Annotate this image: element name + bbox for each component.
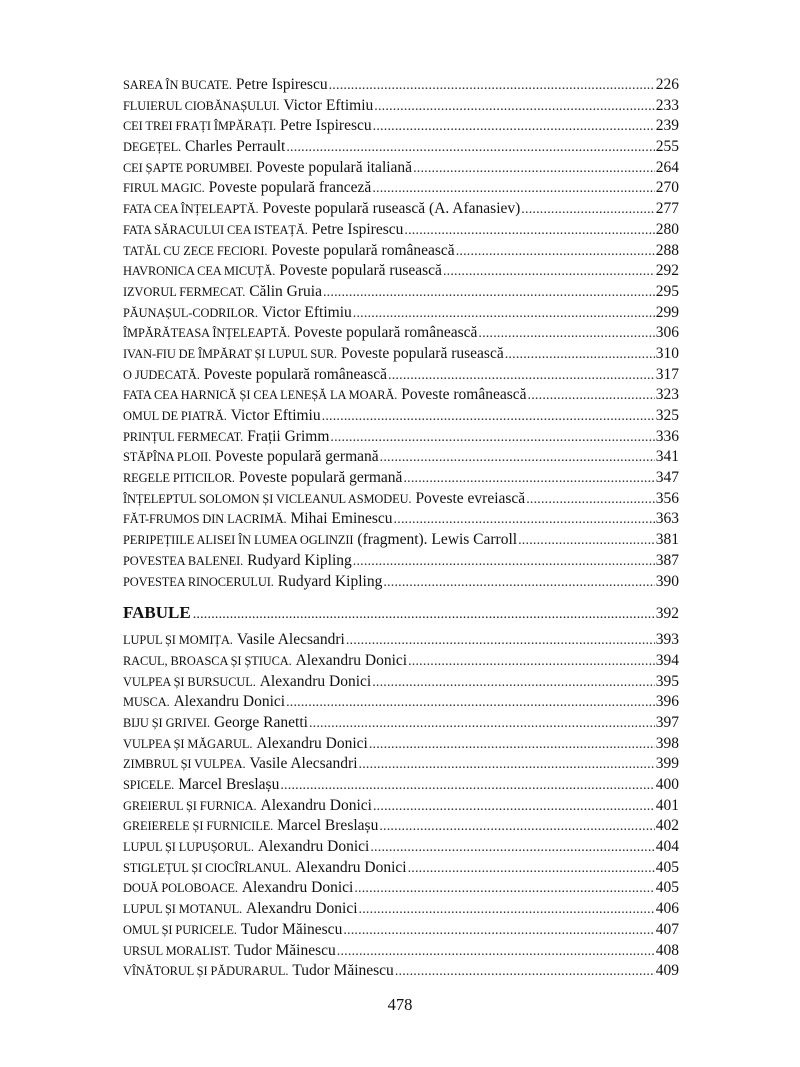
entry-title: VÎNĂTORUL ȘI PĂDURARUL.: [123, 964, 289, 979]
toc-entry: [123, 242, 679, 263]
toc-entry: [123, 200, 679, 221]
entry-author: Marcel Breslașu: [178, 776, 280, 793]
entry-page-number: 405: [655, 879, 679, 897]
page-number-footer: 478: [387, 995, 413, 1014]
toc-entry: [123, 179, 679, 200]
dot-leader: [370, 840, 654, 856]
entry-author: Petre Ispirescu: [279, 117, 372, 135]
entry-title: POVESTEA BALENEI.: [123, 553, 244, 568]
dot-leader: [456, 244, 655, 260]
dot-leader: [395, 964, 655, 980]
dot-leader: [353, 306, 655, 322]
entry-title: DOUĂ POLOBOACE.: [123, 881, 238, 896]
entry-title: VULPEA ȘI MĂGARUL.: [123, 736, 253, 751]
toc-entry: [123, 552, 679, 573]
entry-title: FATA CEA ÎNȚELEAPTĂ.: [123, 202, 259, 217]
entry-author: Poveste populară rusească: [341, 344, 504, 362]
entry-page-number: 396: [655, 693, 679, 711]
entry-page-number: 226: [655, 76, 679, 93]
toc-list: [123, 76, 679, 593]
entry-title: ZIMBRUL ȘI VULPEA.: [123, 757, 246, 772]
entry-title: CEI ȘAPTE PORUMBEI.: [123, 160, 253, 175]
dot-leader: [478, 326, 654, 342]
toc-entry: [123, 407, 679, 428]
entry-title: MUSCA.: [123, 695, 170, 710]
entry-page-number: 363: [655, 510, 679, 528]
entry-title: FATA CEA HARNICĂ ȘI CEA LENEȘĂ LA MOARĂ.: [123, 388, 398, 403]
entry-author: Tudor Măinescu: [234, 941, 336, 959]
toc-entry: [123, 817, 679, 838]
toc-entry: [123, 531, 679, 552]
entry-title: BIJU ȘI GRIVEI.: [123, 715, 210, 730]
entry-author: Poveste populară franceză: [208, 179, 372, 197]
entry-title: CEI TREI FRAȚI ÎMPĂRAȚI.: [123, 119, 276, 134]
toc-entry: [123, 117, 679, 138]
entry-page-number: 295: [655, 282, 679, 300]
entry-author: Victor Eftimiu: [283, 96, 374, 114]
toc-entry: [123, 962, 679, 983]
entry-author: Mihai Eminescu: [290, 510, 393, 528]
entry-page-number: 399: [655, 755, 679, 773]
entry-page-number: 341: [655, 448, 679, 466]
dot-leader: [443, 264, 655, 280]
entry-title: REGELE PITICILOR.: [123, 471, 235, 486]
dot-leader: [309, 716, 655, 732]
entry-author: Alexandru Donici: [295, 651, 408, 669]
entry-author: Alexandru Donici: [295, 858, 407, 876]
entry-title: PĂUNAȘUL-CODRILOR.: [123, 305, 258, 320]
toc-entry: [123, 900, 679, 921]
entry-title: LUPUL ȘI MOMIȚA.: [123, 633, 233, 648]
section-heading: [123, 603, 679, 625]
entry-title: ÎMPĂRĂTEASA ÎNȚELEAPTĂ.: [123, 326, 291, 341]
entry-page-number: 395: [655, 672, 679, 690]
dot-leader: [346, 633, 655, 649]
entry-title: TATĂL CU ZECE FECIORI.: [123, 243, 268, 258]
entry-page-number: 402: [655, 817, 679, 835]
entry-title: PERIPEȚIILE ALISEI ÎN LUMEA OGLINZII: [123, 533, 354, 548]
toc-entry: [123, 673, 679, 694]
entry-author: Rudyard Kipling: [247, 551, 352, 569]
dot-leader: [394, 512, 655, 528]
entry-author: (fragment). Lewis Carroll: [357, 531, 518, 549]
toc-entry: [123, 76, 679, 97]
entry-title: LUPUL ȘI MOTANUL.: [123, 902, 243, 917]
toc-entry: [123, 631, 679, 652]
entry-title: VULPEA ȘI BURSUCUL.: [123, 674, 256, 689]
toc-entry: [123, 262, 679, 283]
table-of-contents: [123, 76, 679, 983]
toc-entry: [123, 324, 679, 345]
toc-entry: [123, 428, 679, 449]
toc-entry: [123, 797, 679, 818]
toc-entry: [123, 921, 679, 942]
toc-list: [123, 631, 679, 983]
dot-leader: [380, 450, 655, 466]
dot-leader: [505, 347, 655, 363]
entry-author: Poveste populară românească: [203, 365, 388, 383]
entry-page-number: 323: [655, 386, 679, 404]
toc-entry: [123, 693, 679, 714]
entry-title: FATA SĂRACULUI CEA ISTEAȚĂ.: [123, 222, 308, 237]
dot-leader: [359, 902, 655, 918]
dot-leader: [330, 430, 654, 446]
section-page-number: 392: [655, 605, 679, 623]
entry-author: Poveste populară românească: [294, 324, 478, 342]
entry-page-number: 264: [655, 158, 679, 176]
toc-entry: [123, 366, 679, 387]
entry-author: George Ranetti: [213, 713, 308, 731]
toc-entry: [123, 304, 679, 325]
toc-entry: [123, 879, 679, 900]
entry-title: ÎNȚELEPTUL SOLOMON ȘI VICLEANUL ASMODEU.: [123, 491, 412, 506]
toc-entry: [123, 942, 679, 963]
entry-page-number: 317: [655, 365, 679, 383]
entry-author: Alexandru Donici: [246, 900, 358, 918]
entry-title: SAREA ÎN BUCATE.: [123, 78, 232, 92]
entry-page-number: 406: [655, 900, 679, 918]
entry-page-number: 299: [655, 303, 679, 321]
dot-leader: [286, 695, 655, 711]
dot-leader: [528, 388, 655, 404]
entry-page-number: 325: [655, 407, 679, 424]
dot-leader: [373, 799, 655, 815]
entry-title: DEGEȚEL.: [123, 140, 182, 155]
entry-title: IZVORUL FERMECAT.: [123, 284, 246, 299]
entry-page-number: 347: [655, 469, 679, 487]
toc-entry: [123, 490, 679, 511]
entry-title: FIRUL MAGIC.: [123, 181, 205, 196]
entry-title: O JUDECATĂ.: [123, 367, 200, 382]
entry-page-number: 390: [655, 572, 679, 590]
entry-page-number: 356: [655, 489, 679, 507]
toc-entry: [123, 448, 679, 469]
toc-entry: [123, 714, 679, 735]
entry-page-number: 401: [655, 796, 679, 814]
entry-author: Alexandru Donici: [260, 796, 372, 814]
entry-title: SPICELE.: [123, 778, 175, 792]
entry-author: Tudor Măinescu: [240, 920, 343, 938]
entry-author: Frații Grimm: [247, 427, 330, 445]
dot-leader: [359, 757, 655, 773]
dot-leader: [322, 409, 655, 425]
entry-author: Poveste românească: [401, 386, 527, 404]
entry-title: FLUIERUL CIOBĂNAȘULUI.: [123, 98, 280, 113]
entry-page-number: 408: [655, 941, 679, 959]
entry-page-number: 310: [655, 344, 679, 362]
entry-page-number: 398: [655, 734, 679, 752]
toc-entry: [123, 755, 679, 776]
entry-author: Alexandru Donici: [256, 734, 368, 752]
entry-page-number: 407: [655, 920, 679, 938]
entry-page-number: 239: [655, 117, 679, 135]
toc-entry: [123, 97, 679, 118]
entry-author: Petre Ispirescu: [311, 220, 404, 238]
toc-entry: [123, 776, 679, 797]
entry-page-number: 409: [655, 962, 679, 980]
entry-page-number: 233: [655, 96, 679, 114]
entry-author: Petre Ispirescu: [235, 76, 328, 93]
dot-leader: [323, 285, 655, 301]
entry-page-number: 306: [655, 324, 679, 342]
entry-title: LUPUL ȘI LUPUȘORUL.: [123, 840, 254, 855]
entry-title: PRINȚUL FERMECAT.: [123, 429, 244, 444]
entry-title: IVAN-FIU DE ÎMPĂRAT ȘI LUPUL SUR.: [123, 346, 338, 361]
dot-leader: [286, 140, 654, 156]
toc-entry: [123, 573, 679, 594]
dot-leader: [403, 471, 654, 487]
entry-author: Rudyard Kipling: [277, 572, 383, 590]
dot-leader: [521, 202, 654, 218]
entry-title: FĂT-FRUMOS DIN LACRIMĂ.: [123, 512, 287, 527]
entry-author: Poveste populară germană: [215, 448, 379, 466]
entry-author: Poveste populară rusească (A. Afanasiev): [262, 200, 521, 218]
dot-leader: [337, 944, 655, 960]
dot-leader: [343, 923, 654, 939]
entry-page-number: 292: [655, 262, 679, 280]
entry-page-number: 280: [655, 220, 679, 238]
entry-page-number: 387: [655, 551, 679, 569]
dot-leader: [372, 181, 654, 197]
dot-leader: [526, 492, 655, 508]
entry-page-number: 288: [655, 241, 679, 259]
dot-leader: [408, 861, 655, 877]
dot-leader: [408, 654, 655, 670]
dot-leader: [404, 223, 654, 239]
entry-author: Poveste populară românească: [271, 241, 455, 259]
dot-leader: [379, 819, 654, 835]
entry-page-number: 405: [655, 858, 679, 876]
entry-author: Alexandru Donici: [173, 693, 286, 711]
toc-entry: [123, 345, 679, 366]
dot-leader: [193, 607, 654, 623]
entry-page-number: 277: [655, 200, 679, 218]
entry-page-number: 393: [655, 631, 679, 649]
entry-author: Alexandru Donici: [257, 838, 370, 856]
entry-title: HAVRONICA CEA MICUȚĂ.: [123, 264, 276, 279]
dot-leader: [353, 554, 655, 570]
toc-entry: [123, 510, 679, 531]
entry-author: Călin Gruia: [249, 282, 322, 300]
entry-author: Victor Eftimiu: [261, 303, 352, 321]
dot-leader: [354, 881, 654, 897]
entry-author: Alexandru Donici: [241, 879, 354, 897]
entry-author: Poveste evreiască: [415, 489, 526, 507]
dot-leader: [372, 675, 655, 691]
entry-author: Tudor Măinescu: [292, 962, 394, 980]
entry-author: Poveste populară germană: [238, 469, 403, 487]
entry-page-number: 397: [655, 713, 679, 731]
entry-author: Poveste populară italiană: [256, 158, 413, 176]
entry-author: Vasile Alecsandri: [249, 755, 358, 773]
entry-page-number: 255: [655, 138, 679, 156]
entry-page-number: 400: [655, 776, 679, 793]
dot-leader: [383, 575, 654, 591]
entry-title: GREIERELE ȘI FURNICILE.: [123, 819, 274, 834]
dot-leader: [374, 99, 654, 115]
dot-leader: [388, 368, 655, 384]
entry-title: OMUL ȘI PURICELE.: [123, 922, 237, 937]
toc-entry: [123, 652, 679, 673]
toc-entry: [123, 138, 679, 159]
entry-title: STĂPÎNA PLOII.: [123, 450, 212, 465]
section-title: FABULE: [123, 603, 191, 623]
dot-leader: [329, 78, 655, 94]
dot-leader: [280, 778, 654, 794]
dot-leader: [373, 119, 655, 135]
toc-entry: [123, 386, 679, 407]
entry-author: Victor Eftimiu: [230, 407, 321, 424]
dot-leader: [369, 737, 655, 753]
toc-entry: [123, 859, 679, 880]
entry-title: OMUL DE PIATRĂ.: [123, 409, 227, 423]
entry-title: POVESTEA RINOCERULUI.: [123, 574, 274, 589]
entry-page-number: 336: [655, 427, 679, 445]
toc-entry: [123, 838, 679, 859]
toc-entry: [123, 159, 679, 180]
entry-page-number: 270: [655, 179, 679, 197]
toc-entry: [123, 221, 679, 242]
entry-title: URSUL MORALIST.: [123, 943, 231, 958]
toc-entry: [123, 469, 679, 490]
dot-leader: [413, 161, 655, 177]
entry-title: RACUL, BROASCA ȘI ȘTIUCA.: [123, 653, 292, 668]
entry-author: Charles Perrault: [185, 138, 286, 156]
entry-author: Marcel Breslașu: [277, 817, 379, 835]
entry-title: GREIERUL ȘI FURNICA.: [123, 798, 257, 813]
toc-entry: [123, 283, 679, 304]
entry-title: STIGLEȚUL ȘI CIOCÎRLANUL.: [123, 860, 292, 875]
entry-author: Alexandru Donici: [259, 672, 372, 690]
entry-page-number: 381: [655, 531, 679, 549]
entry-author: Vasile Alecsandri: [236, 631, 345, 649]
entry-author: Poveste populară rusească: [279, 262, 442, 280]
toc-entry: [123, 735, 679, 756]
dot-leader: [518, 533, 655, 549]
entry-page-number: 394: [655, 651, 679, 669]
entry-page-number: 404: [655, 838, 679, 856]
